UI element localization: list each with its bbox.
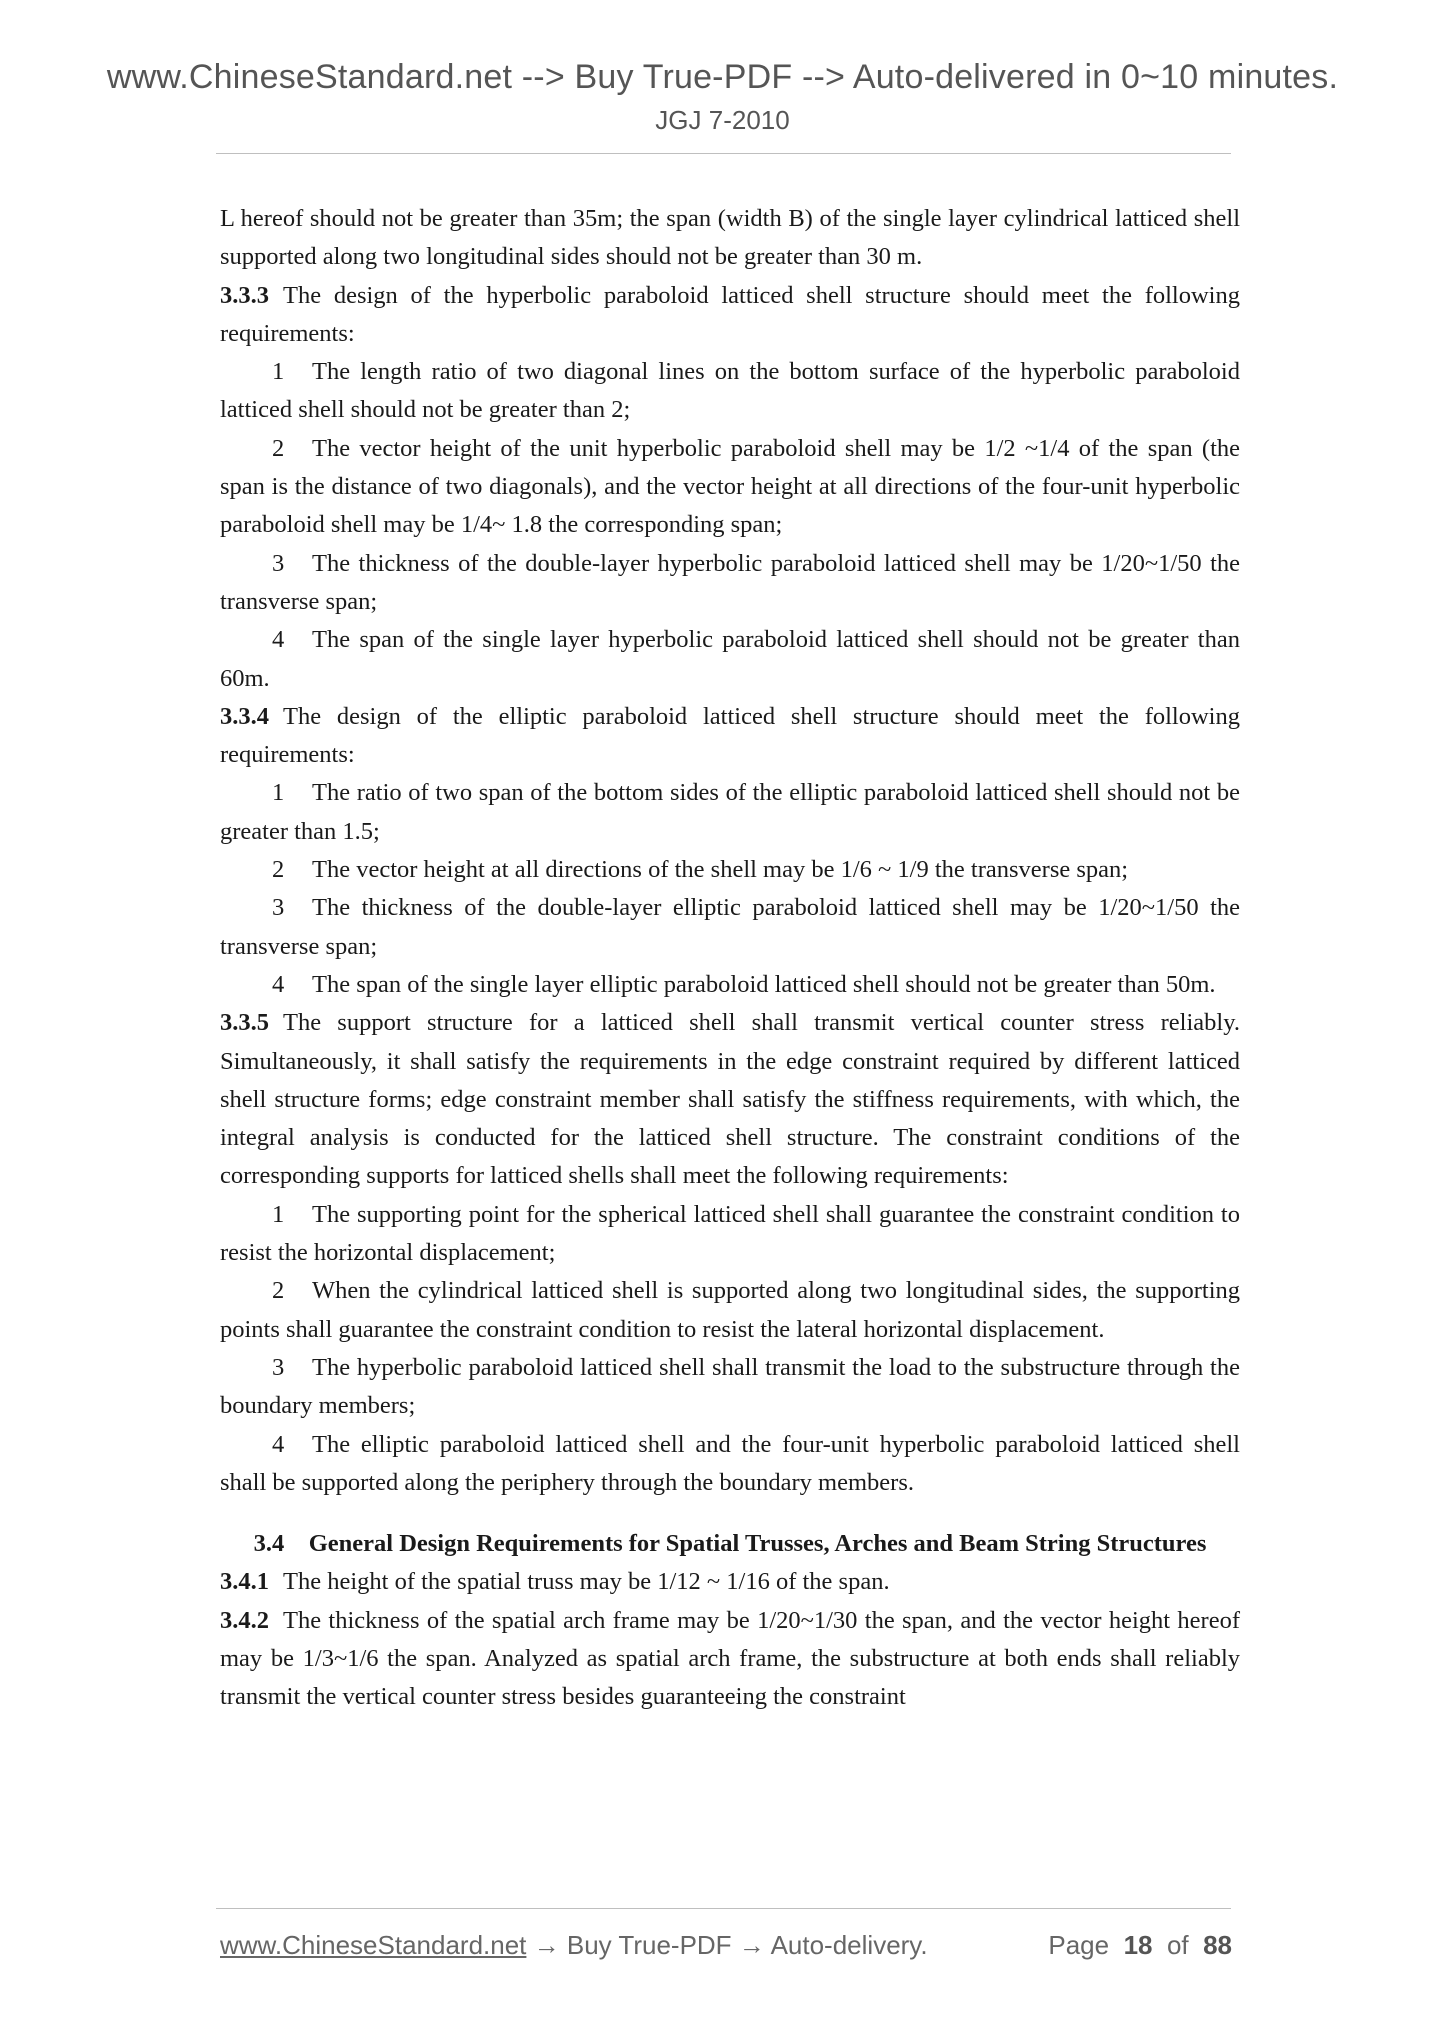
clause-text: The design of the hyperbolic paraboloid latticed shell structure should meet the following requirements: (220, 281, 1240, 347)
item-text: The span of the single layer elliptic paraboloid latticed shell should not be greater than 50m. (312, 970, 1216, 998)
clause-3-3-3 (220, 277, 1240, 354)
item-number: 2 (272, 856, 285, 884)
clause-3-4-1 (220, 1563, 1240, 1601)
section-number: 3.4 (253, 1530, 285, 1558)
clause-text: The design of the elliptic paraboloid latticed shell structure should meet the following requirements: (220, 702, 1240, 769)
list-item (220, 889, 1240, 966)
item-text: The thickness of the double-layer elliptic paraboloid latticed shell may be 1/20~1/50 the transverse span; (220, 894, 1240, 960)
list-item (220, 1272, 1240, 1349)
footer-promo-text: → Buy True-PDF → Auto-delivery. (526, 1930, 928, 1960)
clause-3-4-2 (220, 1602, 1240, 1717)
clause-number: 3.3.5 (220, 1009, 269, 1037)
header-banner: www.ChineseStandard.net --> Buy True-PDF --> Auto-delivered in 0~10 minutes. (106, 58, 1339, 96)
list-item (220, 1196, 1240, 1273)
clause-number: 3.4.1 (220, 1568, 269, 1596)
document-body (220, 200, 1240, 1717)
list-item (220, 1349, 1240, 1426)
item-text: The supporting point for the spherical latticed shell shall guarantee the constraint condition to resist the horizontal displacement; (220, 1200, 1240, 1267)
item-number: 1 (272, 1200, 285, 1228)
item-text: The vector height at all directions of the shell may be 1/6 ~ 1/9 the transverse span; (312, 856, 1129, 884)
item-text: The elliptic paraboloid latticed shell and the four-unit hyperbolic paraboloid latticed shell shall be supported along the periphery through the boundary members. (220, 1430, 1240, 1496)
clause-3-3-4 (220, 698, 1240, 775)
list-item (220, 545, 1240, 622)
item-text: The length ratio of two diagonal lines on the bottom surface of the hyperbolic paraboloid latticed shell should not be greater than 2; (220, 358, 1240, 424)
item-number: 4 (272, 626, 285, 654)
paragraph-intro: L hereof should not be greater than 35m; the span (width B) of the single layer cylindrical latticed shell supported along two longitudinal sides should not be greater than 30 m. (220, 205, 1240, 271)
item-number: 3 (272, 1353, 285, 1381)
list-item (220, 851, 1240, 889)
item-text: The span of the single layer hyperbolic paraboloid latticed shell should not be greater than 60m. (220, 626, 1240, 692)
website-link[interactable]: www.ChineseStandard.net (220, 1930, 527, 1960)
page-footer (220, 1930, 1232, 1970)
header-divider (216, 153, 1231, 154)
list-item (220, 966, 1240, 1004)
item-text: The hyperbolic paraboloid latticed shell shall transmit the load to the substructure through the boundary members; (220, 1353, 1240, 1420)
document-code: JGJ 7-2010 (655, 105, 790, 135)
item-number: 2 (272, 434, 285, 462)
clause-number: 3.3.3 (220, 281, 269, 309)
clause-text: The support structure for a latticed shell shall transmit vertical counter stress reliably. Simultaneously, it shall satisfy the requirements in the edge constraint required by different latticed shell structure forms; edge constraint member shall satisfy the stiffness requirements, with which, the integral analysis is conducted for the latticed shell structure. The constraint conditions of the corresponding supports for latticed shells shall meet the following requirements: (220, 1009, 1240, 1190)
page-label: Page (1048, 1930, 1110, 1960)
clause-text: The height of the spatial truss may be 1/12 ~ 1/16 of the span. (283, 1568, 890, 1596)
section-heading-3-4 (220, 1525, 1240, 1563)
list-item (220, 774, 1240, 851)
item-text: The vector height of the unit hyperbolic paraboloid shell may be 1/2 ~1/4 of the span (the span is the distance of two diagonals), and the vector height at all directions of the four-unit hyperbolic paraboloid shell may be 1/4~ 1.8 the corresponding span; (220, 434, 1240, 539)
total-pages: 88 (1203, 1930, 1232, 1960)
clause-number: 3.3.4 (220, 702, 269, 730)
item-number: 4 (272, 1430, 285, 1458)
item-number: 2 (272, 1277, 285, 1305)
footer-promo (220, 1930, 928, 1961)
page-indicator (1048, 1930, 1232, 1961)
item-number: 3 (272, 894, 285, 922)
list-item (220, 353, 1240, 430)
clause-number: 3.4.2 (220, 1606, 269, 1634)
item-number: 1 (272, 779, 285, 807)
footer-divider (216, 1908, 1231, 1909)
item-text: The thickness of the double-layer hyperbolic paraboloid latticed shell may be 1/20~1/50 the transverse span; (220, 549, 1240, 615)
list-item (220, 621, 1240, 698)
item-number: 4 (272, 970, 285, 998)
item-number: 1 (272, 358, 285, 386)
item-text: When the cylindrical latticed shell is supported along two longitudinal sides, the supporting points shall guarantee the constraint condition to resist the lateral horizontal displacement. (220, 1277, 1240, 1343)
item-number: 3 (272, 549, 285, 577)
of-label: of (1166, 1930, 1189, 1960)
clause-3-3-5 (220, 1004, 1240, 1195)
item-text: The ratio of two span of the bottom sides of the elliptic paraboloid latticed shell should not be greater than 1.5; (220, 779, 1240, 845)
list-item (220, 430, 1240, 545)
page-number: 18 (1123, 1930, 1153, 1960)
section-title: General Design Requirements for Spatial Trusses, Arches and Beam String Structures (308, 1530, 1207, 1558)
clause-text: The thickness of the spatial arch frame may be 1/20~1/30 the span, and the vector height hereof may be 1/3~1/6 the span. Analyzed as spatial arch frame, the substructure at both ends shall reliably transmit the vertical counter stress besides guaranteeing the constraint (220, 1606, 1240, 1711)
list-item (220, 1426, 1240, 1503)
